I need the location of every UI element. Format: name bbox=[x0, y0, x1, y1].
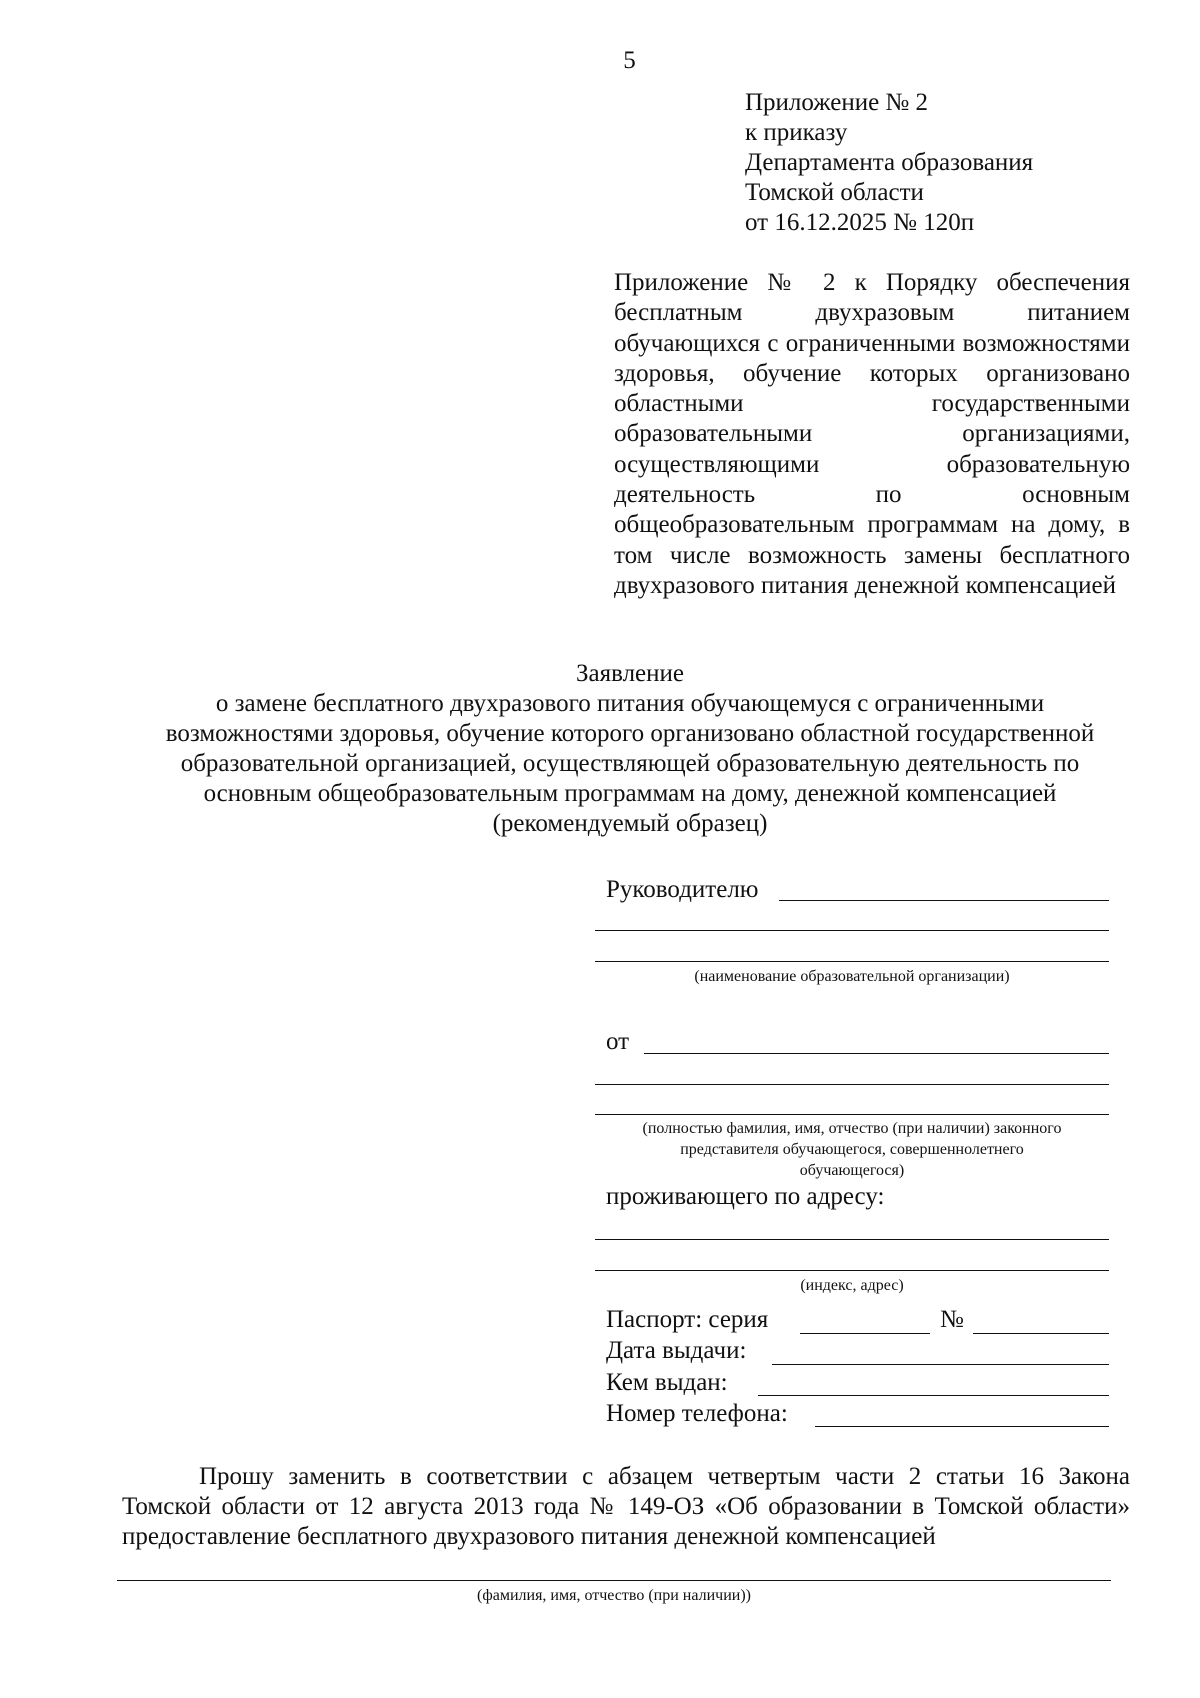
order-header bbox=[745, 88, 1033, 238]
document-title bbox=[80, 659, 1180, 839]
request-paragraph: Прошу заменить в соответствии с абзацем четвертым части 2 статьи 16 Закона Томской области от 12 августа 2013 года № 149-ОЗ «Об образовании в Томской области» предоставление бесплатного двухразового питания денежной компенсацией bbox=[122, 1463, 1130, 1550]
issued-by-label: Кем выдан: bbox=[606, 1369, 728, 1396]
order-header-line: Приложение № 2 bbox=[745, 89, 929, 116]
from-label: от bbox=[606, 1028, 630, 1055]
applicant-line[interactable] bbox=[595, 1114, 1109, 1115]
applicant-line[interactable] bbox=[644, 1053, 1109, 1054]
applicant-caption-line: (полностью фамилия, имя, отчество (при наличии) законного bbox=[642, 1120, 1062, 1137]
applicant-caption-line: представителя обучающегося, совершеннолетнего bbox=[680, 1141, 1024, 1158]
student-caption: (фамилия, имя, отчество (при наличии)) bbox=[477, 1587, 751, 1604]
order-header-line: Департамента образования bbox=[745, 149, 1034, 176]
annex-header: Приложение № 2 к Порядку обеспечения бесплатным двухразовым питанием обучающихся с ограниченными возможностями здоровья, обучение которых организовано областными государственными образовательными организациями, осуществляющими образовательную деятельность по основным общеобразовательным программам на дому, в том числе возможность замены бесплатного двухразового питания денежной компенсацией bbox=[614, 269, 1130, 599]
issue-date-line[interactable] bbox=[772, 1364, 1109, 1365]
to-label: Руководителю bbox=[606, 876, 759, 903]
issue-date-label: Дата выдачи: bbox=[606, 1337, 747, 1364]
applicant-caption bbox=[595, 1118, 1109, 1181]
issued-by-line[interactable] bbox=[758, 1395, 1109, 1396]
title-note: (рекомендуемый образец) bbox=[492, 810, 768, 837]
title-subtitle-line: образовательной организацией, осуществляющей образовательную деятельность по bbox=[180, 750, 1080, 777]
title-subtitle-line: о замене бесплатного двухразового питания обучающемуся с ограниченными bbox=[215, 690, 1045, 717]
passport-series-line[interactable] bbox=[800, 1333, 930, 1334]
address-line[interactable] bbox=[595, 1270, 1109, 1271]
address-label: проживающего по адресу: bbox=[606, 1183, 885, 1210]
applicant-line[interactable] bbox=[595, 1084, 1109, 1085]
order-header-line: от 16.12.2025 № 120п bbox=[745, 209, 975, 236]
address-line[interactable] bbox=[595, 1239, 1109, 1240]
order-header-line: Томской области bbox=[745, 179, 924, 206]
student-name-line[interactable] bbox=[117, 1580, 1111, 1581]
phone-line[interactable] bbox=[815, 1426, 1109, 1427]
title-subtitle-line: основным общеобразовательным программам на дому, денежной компенсацией bbox=[203, 780, 1057, 807]
passport-number-line[interactable] bbox=[973, 1333, 1109, 1334]
org-name-line[interactable] bbox=[595, 961, 1109, 962]
applicant-caption-line: обучающегося) bbox=[799, 1162, 905, 1179]
title-heading: Заявление bbox=[575, 660, 685, 687]
recipient-line[interactable] bbox=[779, 900, 1109, 901]
passport-series-label: Паспорт: серия bbox=[606, 1306, 769, 1333]
order-header-line: к приказу bbox=[745, 119, 848, 146]
page-number: 5 bbox=[623, 47, 636, 74]
passport-number-label: № bbox=[940, 1306, 964, 1333]
address-caption: (индекс, адрес) bbox=[800, 1277, 904, 1294]
org-caption: (наименование образовательной организации) bbox=[694, 968, 1010, 985]
phone-label: Номер телефона: bbox=[606, 1400, 788, 1427]
org-name-line[interactable] bbox=[595, 930, 1109, 931]
title-subtitle-line: возможностями здоровья, обучение которого организовано областной государственной bbox=[165, 720, 1095, 747]
